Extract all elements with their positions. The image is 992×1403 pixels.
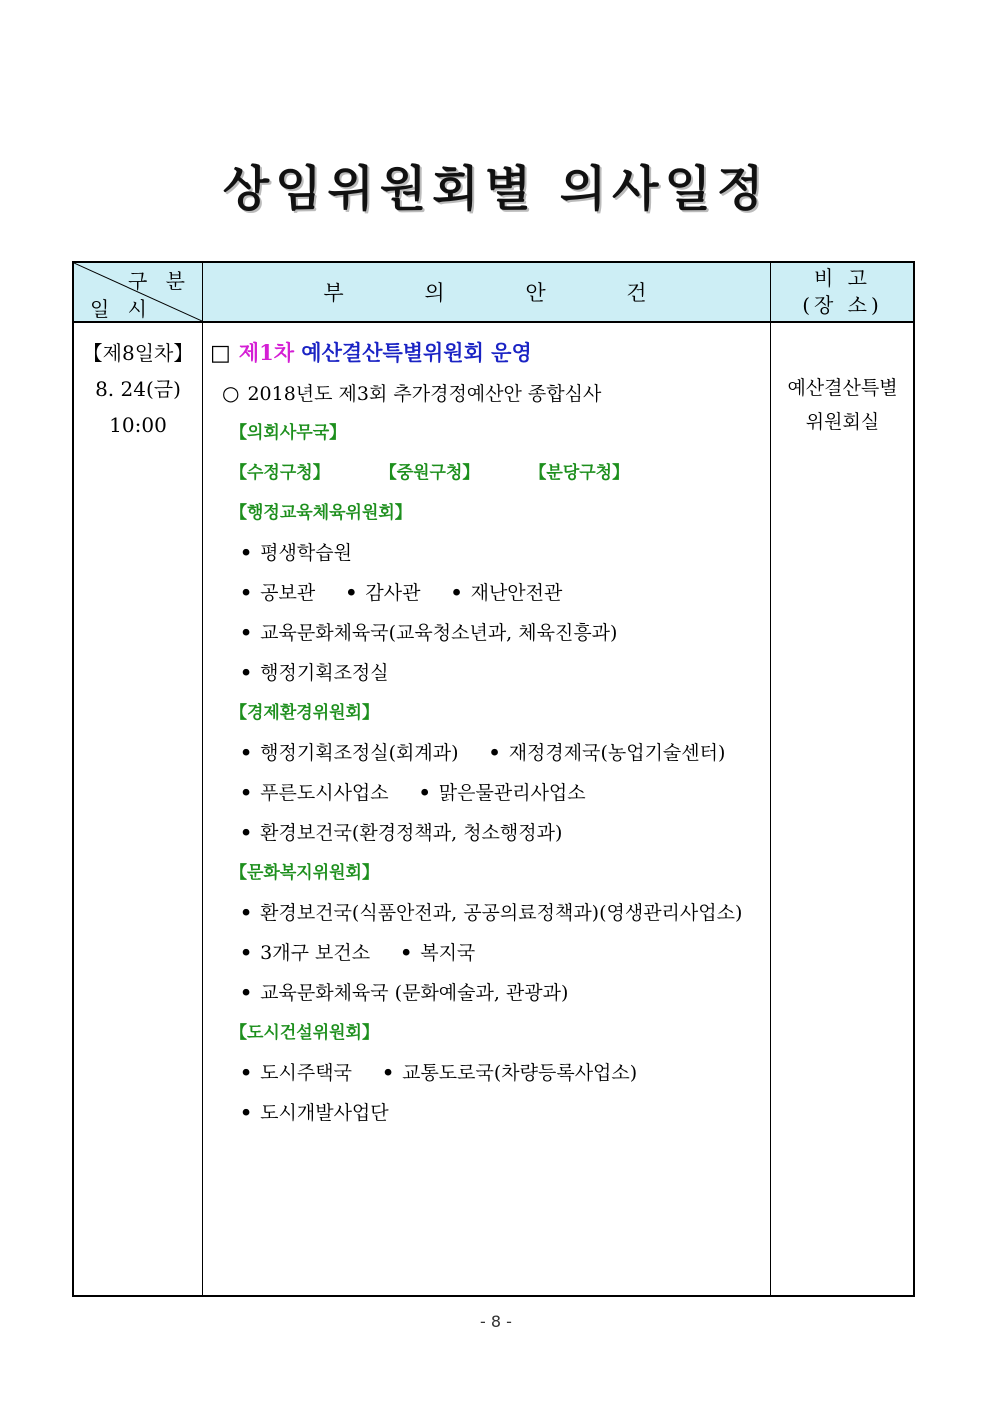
list-item — [210, 813, 770, 853]
bullet-icon: • — [240, 942, 253, 964]
schedule-table — [72, 261, 915, 1297]
bullet-icon: • — [488, 742, 501, 764]
location-cell — [770, 371, 915, 439]
list-item-text: 교육문화체육국(교육청소년과, 체육진흥과) — [260, 622, 618, 644]
bullet-icon: • — [240, 1062, 253, 1084]
list-item — [210, 1093, 770, 1133]
schedule-date: 8. 24(금) — [95, 377, 181, 401]
list-item-text: 복지국 — [420, 942, 476, 964]
list-item — [210, 573, 770, 613]
group-label: 【행정교육체육위원회】 — [230, 503, 412, 523]
bullet-icon: • — [240, 822, 253, 844]
document-title: 상임위원회별 의사일정 — [222, 161, 770, 217]
agenda-item — [210, 373, 770, 413]
agenda-item-text: 2018년도 제3회 추가경정예산안 종합심사 — [247, 383, 602, 405]
group-label: 【문화복지위원회】 — [230, 863, 379, 883]
group-label: 【경제환경위원회】 — [230, 703, 379, 723]
checkbox-icon: □ — [210, 341, 231, 366]
bullet-icon: • — [240, 622, 253, 644]
group-label: 【분당구청】 — [529, 463, 630, 483]
group-label: 【수정구청】 — [230, 463, 330, 483]
circle-icon: ○ — [222, 381, 240, 405]
list-item-text: 재정경제국(농업기술센터) — [508, 742, 726, 764]
header-note — [770, 265, 915, 319]
header-ilsi: 일 시 — [90, 297, 153, 321]
list-item-text: 행정기획조정실(회계과) — [260, 742, 459, 764]
list-item-text: 맑은물관리사업소 — [438, 782, 586, 804]
bullet-icon: • — [345, 582, 358, 604]
header-agenda: 부 의 안 건 — [323, 281, 649, 305]
bullet-icon: • — [240, 782, 253, 804]
schedule-time: 10:00 — [109, 413, 167, 437]
header-note-line1: 비 고 — [814, 266, 871, 290]
committee-label: 예산결산특별위원회 운영 — [301, 340, 532, 365]
list-item — [210, 933, 770, 973]
bullet-icon: • — [240, 1102, 253, 1124]
group-label: 【중원구청】 — [379, 463, 480, 483]
bullet-icon: • — [418, 782, 431, 804]
meeting-heading — [210, 333, 770, 373]
list-item — [210, 893, 770, 933]
session-label: 제1차 — [238, 340, 294, 365]
bullet-icon: • — [240, 902, 253, 924]
list-item — [210, 973, 770, 1013]
location-line2: 위원회실 — [805, 411, 880, 433]
bullet-icon: • — [381, 1062, 395, 1084]
list-item-text: 평생학습원 — [260, 542, 352, 564]
list-item — [210, 1053, 770, 1093]
agenda-content — [210, 333, 770, 1133]
schedule-day: 【제8일차】 — [82, 341, 194, 365]
list-item-text: 3개구 보건소 — [260, 942, 371, 964]
list-item — [210, 653, 770, 693]
column-divider — [202, 263, 203, 1295]
list-item-text: 감사관 — [365, 582, 421, 604]
list-item — [210, 533, 770, 573]
schedule-cell — [74, 335, 202, 443]
list-item-text: 행정기획조정실 — [260, 662, 389, 684]
list-item-text: 재난안전관 — [470, 582, 563, 604]
list-item-text: 환경보건국(식품안전과, 공공의료정책과)(영생관리사업소) — [260, 902, 743, 924]
header-gubun: 구 분 — [128, 269, 191, 293]
list-item-text: 교통도로국(차량등록사업소) — [402, 1062, 638, 1084]
group-label: 【의회사무국】 — [230, 423, 347, 443]
list-item — [210, 613, 770, 653]
list-item-text: 공보관 — [260, 582, 316, 604]
group-label: 【도시건설위원회】 — [230, 1023, 379, 1043]
location-line1: 예산결산특별 — [787, 377, 898, 399]
bullet-icon: • — [240, 542, 253, 564]
bullet-icon: • — [400, 942, 413, 964]
list-item-text: 푸른도시사업소 — [260, 782, 389, 804]
page-number: - 8 - — [480, 1312, 512, 1331]
bullet-icon: • — [240, 742, 253, 764]
list-item — [210, 733, 770, 773]
list-item-text: 도시개발사업단 — [260, 1102, 389, 1124]
list-item-text: 환경보건국(환경정책과, 청소행정과) — [260, 822, 563, 844]
table-header — [74, 263, 913, 323]
bullet-icon: • — [240, 582, 253, 604]
list-item — [210, 773, 770, 813]
bullet-icon: • — [450, 582, 463, 604]
list-item-text: 교육문화체육국 (문화예술과, 관광과) — [260, 982, 569, 1004]
group-labels-row — [210, 453, 770, 493]
header-note-line2: (장 소) — [802, 293, 883, 317]
bullet-icon: • — [240, 662, 253, 684]
bullet-icon: • — [240, 982, 253, 1004]
list-item-text: 도시주택국 — [260, 1062, 352, 1084]
